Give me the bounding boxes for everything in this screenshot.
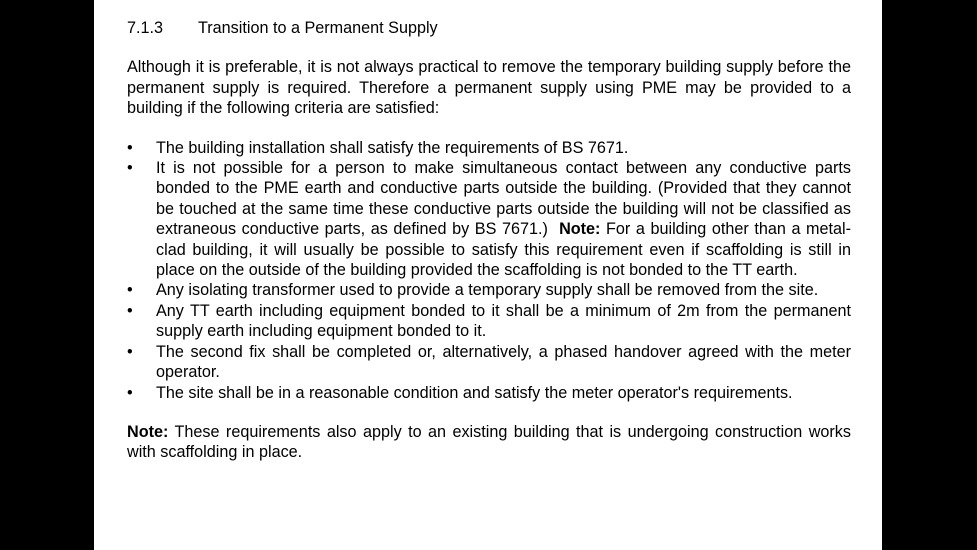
document-page — [94, 0, 882, 550]
document-content — [127, 18, 851, 463]
bullet-icon: • — [127, 138, 133, 157]
section-number: 7.1.3 — [127, 19, 164, 37]
list-item-text: It is not possible for a person to make simultaneous contact between any conductive parts bonded to the PME earth and conductive parts outside the building. (Provided that they cannot be touched at the same time these conductive parts outside the building will not be classified as extraneous conductive parts, as defined by BS 7671.) — [156, 159, 851, 239]
list-item — [127, 158, 851, 280]
list-item-text: Any isolating transformer used to provide a temporary supply shall be removed from the site. — [156, 281, 819, 300]
section-heading — [127, 18, 851, 38]
bullet-icon: • — [127, 383, 133, 402]
footer-note — [127, 422, 851, 463]
bullet-icon: • — [127, 301, 133, 320]
criteria-list — [127, 138, 851, 403]
list-item-text: The second fix shall be completed or, alternatively, a phased handover agreed with the meter operator. — [156, 342, 851, 382]
intro-paragraph: Although it is preferable, it is not always practical to remove the temporary building supply before the permanent supply is required. Therefore a permanent supply using PME may be provided to a building if the following criteria are satisfied: — [127, 58, 851, 118]
note-text: For a building other than a metal-clad building, it will usually be possible to satisfy this requirement even if scaffolding is still in place on the outside of the building provided the scaffolding is not bonded to the TT earth. — [156, 220, 852, 280]
bullet-icon: • — [127, 159, 133, 178]
list-item-text: Any TT earth including equipment bonded to it shall be a minimum of 2m from the permanent supply earth including equipment bonded to it. — [156, 301, 851, 341]
list-item-text: The site shall be in a reasonable condition and satisfy the meter operator's requirements. — [156, 383, 793, 402]
section-title: Transition to a Permanent Supply — [198, 19, 438, 37]
list-item — [127, 301, 851, 342]
bullet-icon: • — [127, 281, 133, 300]
note-label: Note: — [559, 220, 601, 239]
bullet-icon: • — [127, 342, 133, 361]
list-item-text: The building installation shall satisfy the requirements of BS 7671. — [156, 138, 629, 157]
list-item — [127, 138, 851, 158]
list-item — [127, 342, 851, 383]
list-item — [127, 383, 851, 403]
list-item — [127, 280, 851, 300]
footer-note-label: Note: — [127, 422, 169, 441]
footer-note-text: These requirements also apply to an existing building that is undergoing construction works with scaffolding in place. — [127, 422, 851, 462]
